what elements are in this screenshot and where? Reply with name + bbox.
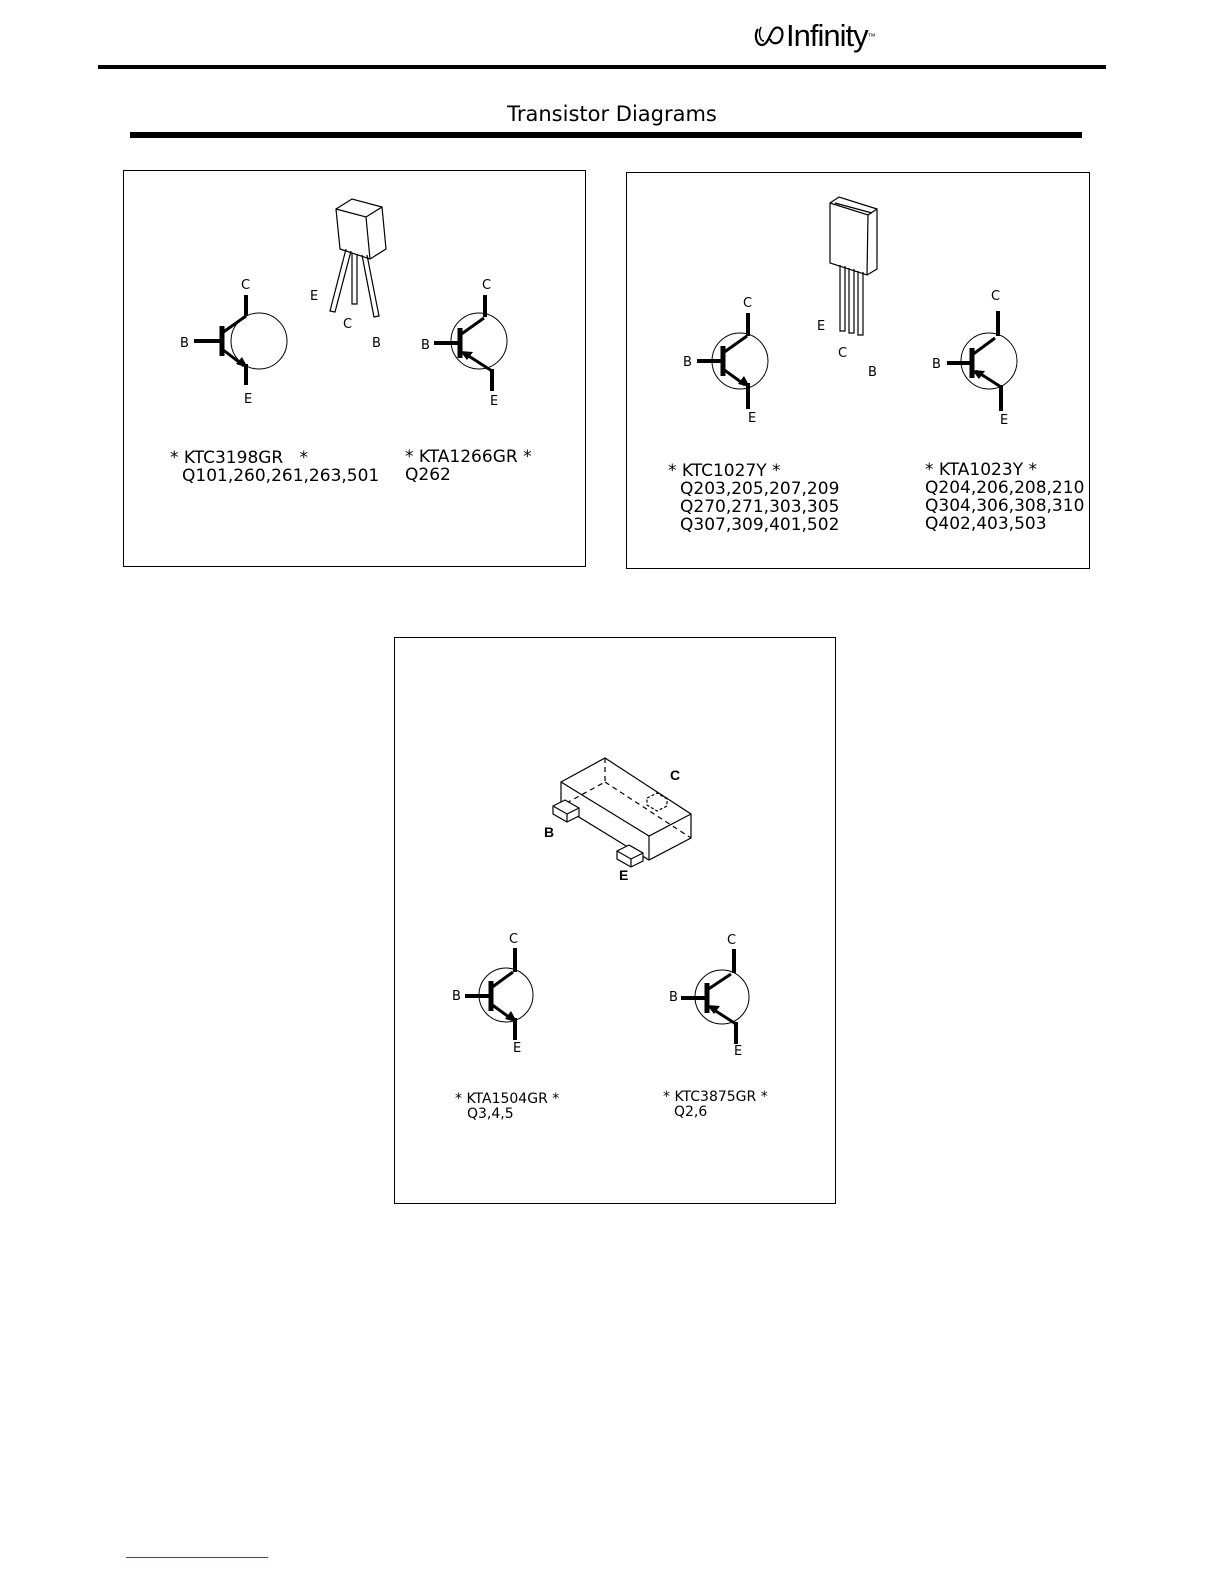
logo-trademark: ™ bbox=[867, 31, 876, 41]
npn-pin-b: B bbox=[180, 336, 189, 351]
right-pin-b: B bbox=[669, 990, 678, 1005]
title-rule bbox=[130, 132, 1082, 138]
pkg-pin-c: C bbox=[343, 317, 353, 332]
header-rule bbox=[98, 65, 1106, 69]
npn-transistor-symbol bbox=[194, 295, 287, 385]
pnp-transistor-symbol bbox=[434, 295, 507, 391]
reference-line-right-1: Q204,206,208,210 bbox=[925, 478, 1085, 498]
pnp-pin-e: E bbox=[1000, 413, 1009, 428]
reference-list-right: Q2,6 bbox=[674, 1104, 708, 1120]
infinity-logo-icon bbox=[752, 21, 786, 51]
pkg-pin-e: E bbox=[619, 867, 629, 883]
npn-pin-e: E bbox=[748, 411, 757, 426]
npn-pin-e: E bbox=[244, 392, 253, 407]
pkg-pin-e: E bbox=[817, 319, 826, 334]
pkg-pin-c: C bbox=[838, 346, 848, 361]
left-pin-e: E bbox=[513, 1041, 522, 1056]
reference-list-left: Q101,260,261,263,501 bbox=[182, 466, 380, 486]
logo-wordmark: Infinity bbox=[786, 18, 868, 53]
right-pin-e: E bbox=[734, 1044, 743, 1059]
pkg-pin-c: C bbox=[670, 767, 681, 783]
reference-list-right: Q262 bbox=[405, 465, 451, 485]
part-number-left: * KTC3198GR * bbox=[170, 448, 308, 468]
pnp-pin-b: B bbox=[421, 338, 430, 353]
npn-transistor-symbol bbox=[697, 313, 768, 409]
panel-sot23-drawing bbox=[395, 638, 837, 1205]
left-pin-b: B bbox=[452, 989, 461, 1004]
npn-pin-b: B bbox=[683, 355, 692, 370]
npn-pin-c: C bbox=[241, 278, 251, 293]
pkg-pin-b: B bbox=[868, 365, 877, 380]
brand-logo bbox=[752, 18, 876, 54]
left-pin-c: C bbox=[509, 932, 519, 947]
page-title: Transistor Diagrams bbox=[507, 102, 717, 126]
pnp-pin-c: C bbox=[991, 289, 1001, 304]
part-number-right: * KTA1266GR * bbox=[405, 447, 532, 467]
part-number-left: * KTA1504GR * bbox=[455, 1091, 560, 1107]
reference-line-left-3: Q307,309,401,502 bbox=[680, 515, 840, 535]
reference-line-left-1: Q203,205,207,209 bbox=[680, 479, 840, 499]
pkg-pin-b: B bbox=[372, 336, 381, 351]
panel-to92-drawing bbox=[124, 171, 587, 568]
reference-list-left: Q3,4,5 bbox=[467, 1106, 514, 1122]
part-number-left: * KTC1027Y * bbox=[668, 461, 781, 481]
pnp-pin-b: B bbox=[932, 357, 941, 372]
reference-line-right-2: Q304,306,308,310 bbox=[925, 496, 1085, 516]
pnp-transistor-symbol bbox=[465, 948, 533, 1040]
footer-link-underline bbox=[126, 1557, 268, 1558]
reference-line-right-3: Q402,403,503 bbox=[925, 514, 1047, 534]
npn-pin-c: C bbox=[743, 296, 753, 311]
pnp-pin-e: E bbox=[490, 394, 499, 409]
to92l-package-icon bbox=[830, 197, 877, 335]
pkg-pin-e: E bbox=[310, 289, 319, 304]
pnp-pin-c: C bbox=[482, 278, 492, 293]
panel-sot23 bbox=[394, 637, 836, 1204]
reference-line-left-2: Q270,271,303,305 bbox=[680, 497, 840, 517]
npn-transistor-symbol bbox=[681, 949, 749, 1044]
panel-to92 bbox=[123, 170, 586, 567]
pnp-transistor-symbol bbox=[947, 311, 1017, 411]
right-pin-c: C bbox=[727, 933, 737, 948]
part-number-right: * KTA1023Y * bbox=[925, 460, 1037, 480]
panel-to92l bbox=[626, 172, 1090, 569]
pkg-pin-b: B bbox=[544, 824, 555, 840]
to92-package-icon bbox=[330, 199, 386, 317]
part-number-right: * KTC3875GR * bbox=[663, 1089, 768, 1105]
